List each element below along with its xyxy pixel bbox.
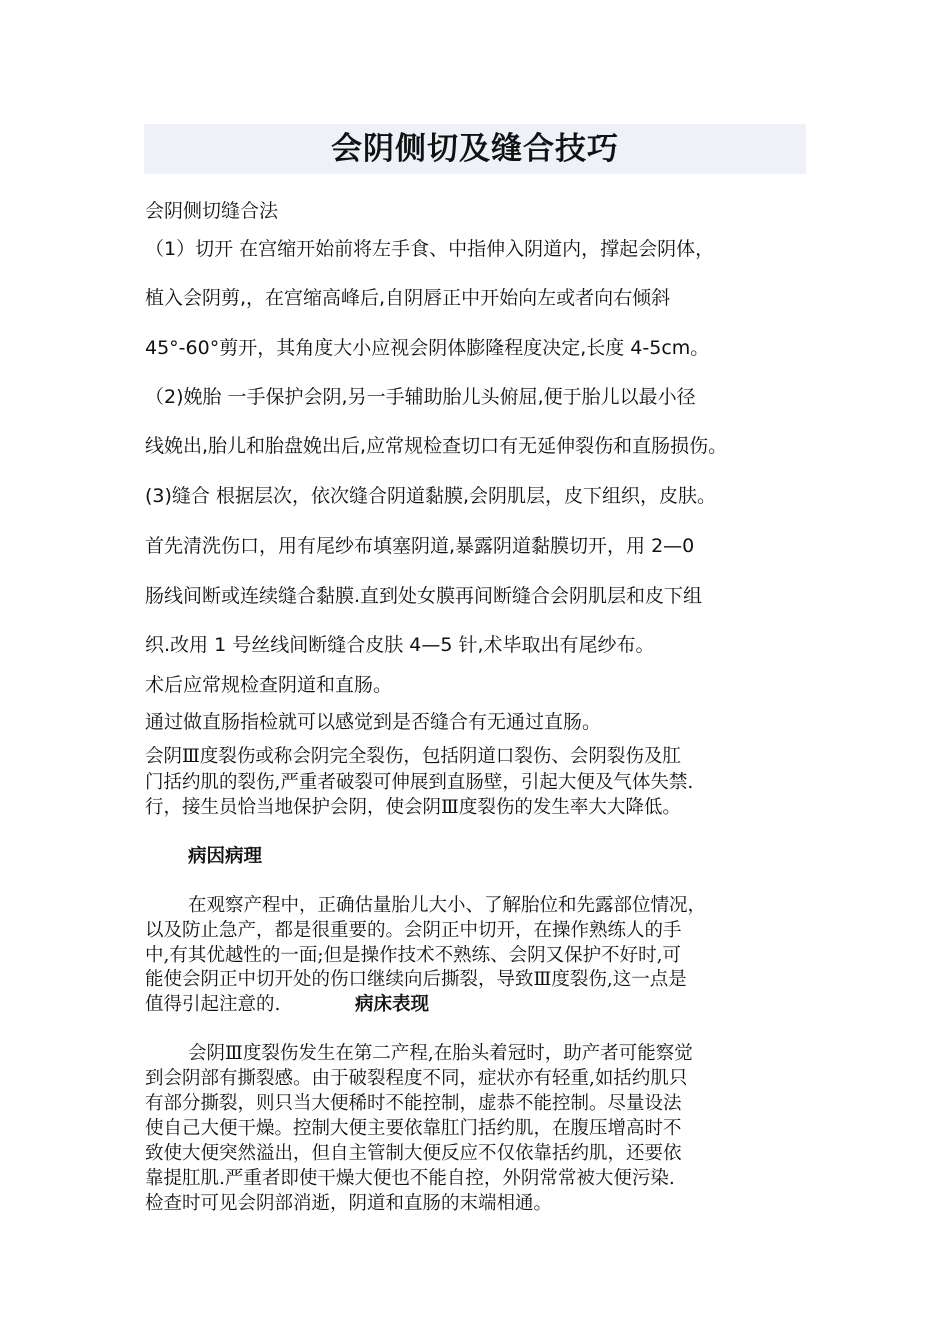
step-line: 植入会阴剪,，在宫缩高峰后,自阴唇正中开始向左或者向右倾斜 — [145, 287, 671, 309]
step-line: （1）切开 在宫缩开始前将左手食、中指伸入阴道内，撑起会阴体， — [145, 238, 715, 260]
etiology-heading: 病因病理 — [188, 846, 263, 867]
step-line: 织.改用 1 号丝线间断缝合皮肤 4—5 针,术毕取出有尾纱布。 — [145, 634, 655, 656]
document-title: 会阴侧切及缝合技巧 — [331, 131, 619, 167]
clinical-heading: 病床表现 — [355, 994, 430, 1015]
etiology-paragraph-line: 中,有其优越性的一面;但是操作技术不熟练、会阴又保护不好时,可 — [145, 945, 681, 966]
clinical-paragraph-line: 靠提肛肌.严重者即使干燥大便也不能自控，外阴常常被大便污染. — [145, 1168, 675, 1189]
tear-paragraph-line: 会阴Ⅲ度裂伤或称会阴完全裂伤，包括阴道口裂伤、会阴裂伤及肛 — [145, 746, 681, 767]
note-line: 通过做直肠指检就可以感觉到是否缝合有无通过直肠。 — [145, 711, 602, 733]
step-line: 首先清洗伤口，用有尾纱布填塞阴道,暴露阴道黏膜切开，用 2—0 — [145, 535, 695, 557]
etiology-paragraph-line: 能使会阴正中切开处的伤口继续向后撕裂，导致Ⅲ度裂伤,这一点是 — [145, 969, 687, 990]
clinical-paragraph-line: 检查时可见会阴部消逝，阴道和直肠的末端相通。 — [145, 1193, 553, 1214]
step-line: 肠线间断或连续缝合黏膜.直到处女膜再间断缝合会阴肌层和皮下组 — [145, 585, 703, 607]
clinical-paragraph-line: 会阴Ⅲ度裂伤发生在第二产程,在胎头着冠时，助产者可能察觉 — [188, 1043, 693, 1064]
etiology-paragraph-line: 值得引起注意的. — [145, 994, 281, 1015]
step-line: 45°-60°剪开，其角度大小应视会阴体膨隆程度决定,长度 4-5cm。 — [145, 337, 710, 359]
method-heading: 会阴侧切缝合法 — [145, 200, 279, 222]
step-line: 线娩出,胎儿和胎盘娩出后,应常规检查切口有无延伸裂伤和直肠损伤。 — [145, 435, 728, 457]
clinical-paragraph-line: 致使大便突然溢出，但自主管制大便反应不仅依靠括约肌，还要依 — [145, 1143, 682, 1164]
clinical-paragraph-line: 有部分撕裂，则只当大便稀时不能控制，虚恭不能控制。尽量设法 — [145, 1093, 682, 1114]
tear-paragraph-line: 门括约肌的裂伤,严重者破裂可伸展到直肠壁，引起大便及气体失禁. — [145, 772, 694, 793]
clinical-paragraph-line: 到会阴部有撕裂感。由于破裂程度不同，症状亦有轻重,如括约肌只 — [145, 1068, 688, 1089]
step-line: (3)缝合 根据层次，依次缝合阴道黏膜,会阴肌层，皮下组织，皮肤。 — [145, 485, 716, 507]
etiology-paragraph-line: 在观察产程中，正确估量胎儿大小、了解胎位和先露部位情况， — [188, 895, 707, 916]
note-line: 术后应常规检查阴道和直肠。 — [145, 674, 393, 696]
etiology-paragraph-line: 以及防止急产，都是很重要的。会阴正中切开，在操作熟练人的手 — [145, 920, 682, 941]
clinical-paragraph-line: 使自己大便干燥。控制大便主要依靠肛门括约肌，在腹压增高时不 — [145, 1118, 682, 1139]
tear-paragraph-line: 行，接生员恰当地保护会阴，使会阴Ⅲ度裂伤的发生率大大降低。 — [145, 797, 681, 818]
step-line: （2)娩胎 一手保护会阴,另一手辅助胎儿头俯屈,便于胎儿以最小径 — [145, 386, 696, 408]
